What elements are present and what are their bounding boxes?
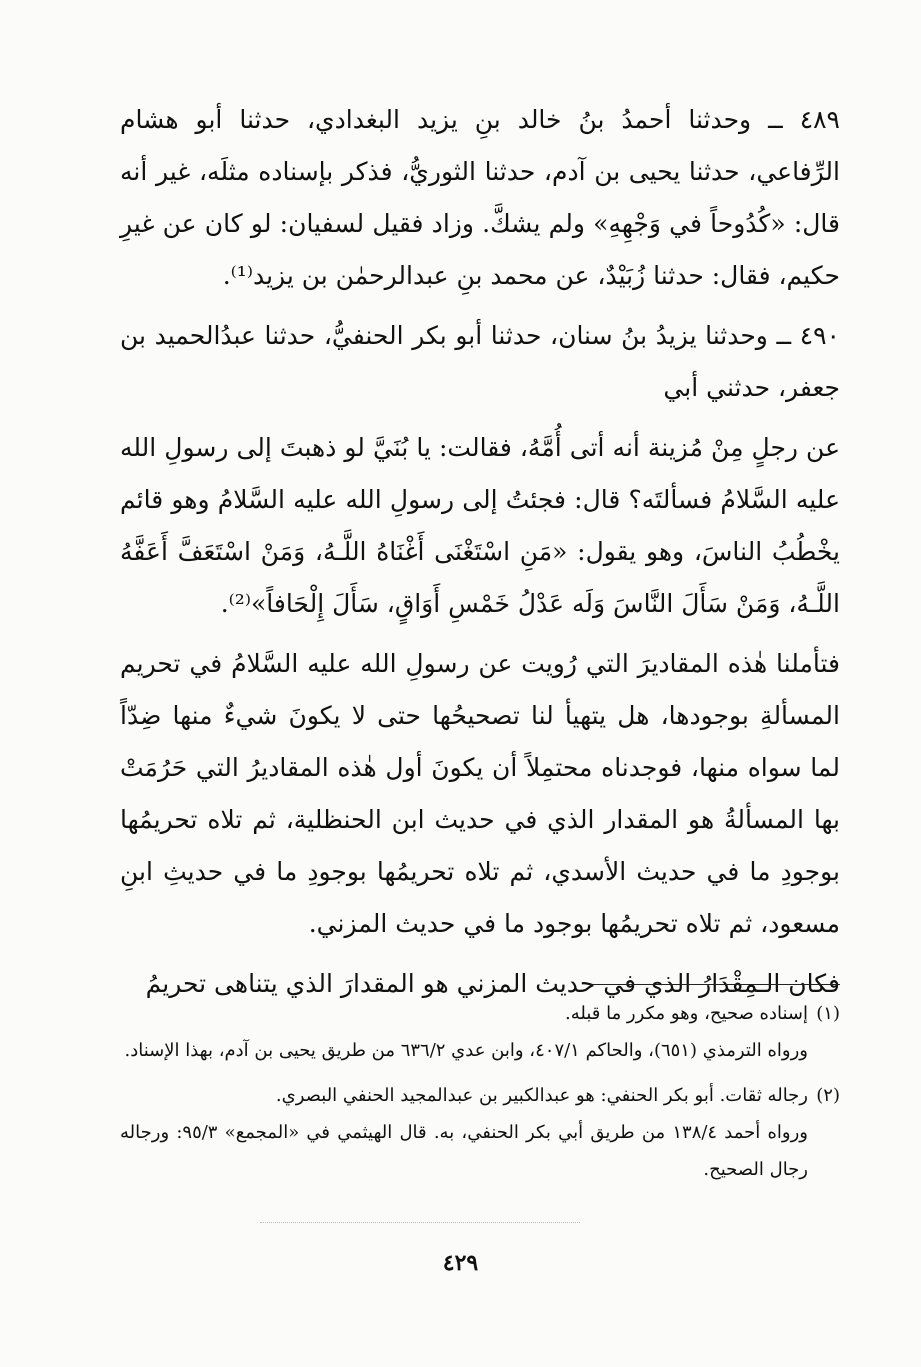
page-number: ٤٢٩ xyxy=(442,1250,479,1276)
footnote-number: (١) xyxy=(816,1003,840,1024)
hadith-490-matn-paragraph: عن رجلٍ مِنْ مُزينة أنه أتى أُمَّهُ، فقالت: يا بُنَيَّ لو ذهبتَ إلى رسولِ الله عليه السَّلامُ فسألتَه؟ قال: فجئتُ إلى رسولِ الله عليه السَّلامُ وهو قائم يخْطُبُ الناسَ، وهو يقول: «مَنِ اسْتَغْنَى أَغْنَاهُ اللَّـهُ، وَمَنْ اسْتَعَفَّ أَعَفَّهُ اللَّـهُ، وَمَنْ سَأَلَ النَّاسَ وَلَه عَدْلُ خَمْسِ أَوَاقٍ، سَأَلَ إِلْحَافاً»⁽²⁾. xyxy=(120,433,840,618)
commentary-paragraph: فتأملنا هٰذه المقاديرَ التي رُويت عن رسولِ الله عليه السَّلامُ في تحريم المسألةِ بوجودها، هل يتهيأ لنا تصحيحُها حتى لا يكونَ شيءٌ منها ضِدّاً لما سواه منها، فوجدناه محتمِلاً أن يكونَ أول هٰذه المقاديرُ التي حَرُمَتْ بها المسألةُ هو المقدار الذي في حديث ابن الحنظلية، ثم تلاه تحريمُها بوجودِ ما في حديث الأسدي، ثم تلاه تحريمُها بوجودِ ما في حديثِ ابنِ مسعود، ثم تلاه تحريمُها بوجود ما في حديث المزني. xyxy=(120,649,840,938)
footnote-line: ورواه الترمذي (٦٥١)، والحاكم ٤٠٧/١، وابن عدي ٦٣٦/٢ من طريق يحيى بن آدم، بهذا الإسناد. xyxy=(124,1040,808,1061)
footnote-line: رجاله ثقات. أبو بكر الحنفي: هو عبدالكبير بن عبدالمجيد الحنفي البصري. xyxy=(275,1085,808,1106)
commentary-continuation-paragraph: فكان الـمِقْدَارُ الذي في حديث المزني هو المقدارَ الذي يتناهى تحريمُ xyxy=(145,969,840,998)
footnote-separator xyxy=(590,984,840,985)
hadith-489-paragraph: ٤٨٩ ــ وحدثنا أحمدُ بنُ خالد بنِ يزيد البغدادي، حدثنا أبو هشام الرِّفاعي، حدثنا يحيى بن آدم، حدثنا الثوريُّ، فذكر بإسناده مثلَه، غير أنه قال: «كُدُوحاً في وَجْهِهِ» ولم يشكَّ. وزاد فقيل لسفيان: لو كان عن غيرِ حكيم، فقال: حدثنا زُبَيْدٌ، عن محمد بنِ عبدالرحمٰن بن يزيد⁽¹⁾. xyxy=(120,105,840,290)
footnote-1 xyxy=(120,995,840,1069)
footnote-line: ورواه أحمد ١٣٨/٤ من طريق أبي بكر الحنفي، به. قال الهيثمي في «المجمع» ٩٥/٣: ورجاله رجال الصحيح. xyxy=(120,1122,808,1180)
footnote-2 xyxy=(120,1077,840,1188)
main-text xyxy=(120,94,840,1018)
footnote-number: (٢) xyxy=(816,1085,840,1106)
faint-divider xyxy=(260,1222,580,1223)
hadith-490-isnad-paragraph: ٤٩٠ ــ وحدثنا يزيدُ بنُ سنان، حدثنا أبو بكر الحنفيُّ، حدثنا عبدُالحميد بن جعفر، حدثني أبي xyxy=(120,321,840,402)
footnote-line: إسناده صحيح، وهو مكرر ما قبله. xyxy=(565,1003,808,1024)
footnotes xyxy=(120,995,840,1196)
